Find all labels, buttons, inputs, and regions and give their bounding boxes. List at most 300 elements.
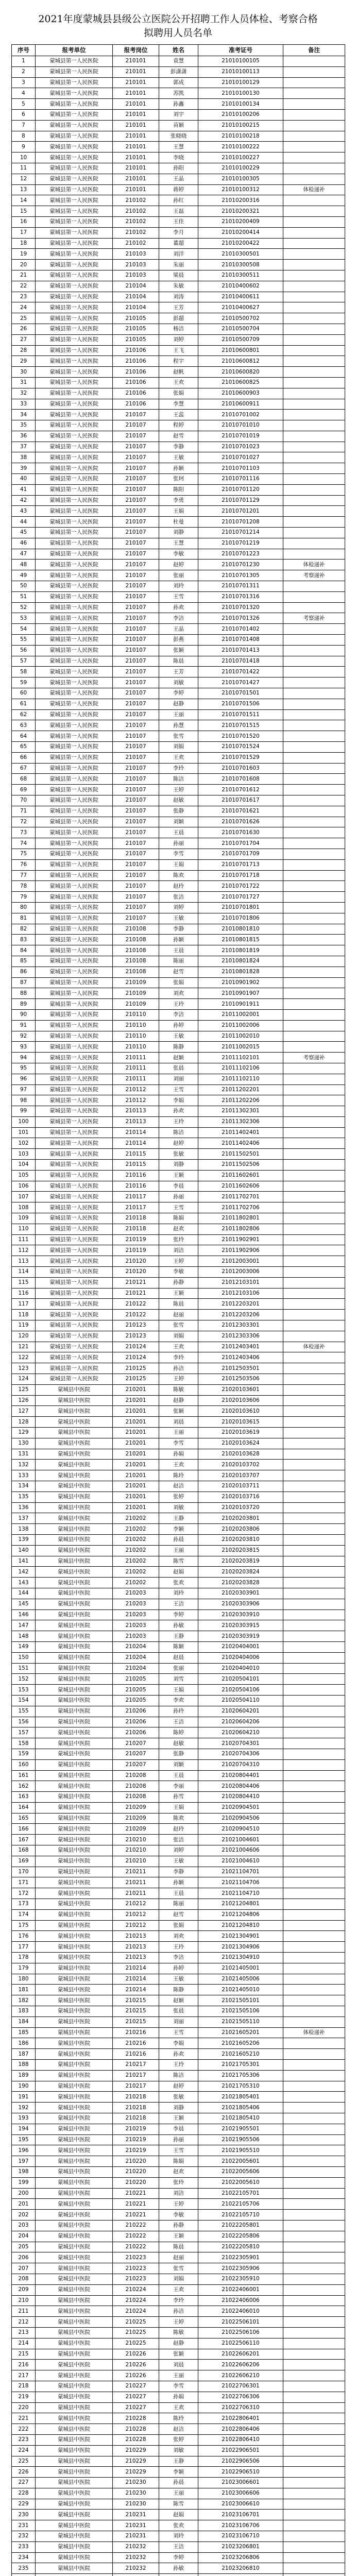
- cell-index: 12: [12, 174, 36, 184]
- cell-remark: [283, 1620, 345, 1631]
- table-row: [12, 1481, 345, 1492]
- cell-post: 210216: [113, 2027, 159, 2038]
- cell-unit: 蒙城县中医院: [36, 1877, 113, 1888]
- cell-remark: [283, 1641, 345, 1652]
- table-row: [12, 1674, 345, 1685]
- cell-remark: 考察递补: [283, 1053, 345, 1063]
- cell-remark: [283, 838, 345, 849]
- cell-unit: 蒙城县第一人民医院: [36, 302, 113, 313]
- cell-name: 孙洁: [159, 2306, 198, 2317]
- table-row: [12, 2552, 345, 2563]
- cell-index: 97: [12, 1084, 36, 1095]
- cell-remark: [283, 2381, 345, 2392]
- cell-remark: [283, 2520, 345, 2531]
- cell-ticket: 21020103610: [198, 1406, 283, 1417]
- cell-name: 王芳: [159, 667, 198, 677]
- cell-ticket: 21010500704: [198, 324, 283, 334]
- table-row: [12, 1974, 345, 1985]
- cell-remark: 考察递补: [283, 613, 345, 624]
- cell-name: 彭潇潇: [159, 66, 198, 77]
- cell-post: 210221: [113, 2199, 159, 2210]
- cell-remark: [283, 1695, 345, 1706]
- cell-post: 210203: [113, 1631, 159, 1642]
- cell-unit: 蒙城县中医院: [36, 1759, 113, 1770]
- cell-ticket: 21010801815: [198, 935, 283, 945]
- cell-name: 赵丽: [159, 2252, 198, 2263]
- cell-post: 210219: [113, 2134, 159, 2145]
- cell-post: 210208: [113, 1781, 159, 1792]
- cell-name: 李玲: [159, 2295, 198, 2306]
- cell-unit: 蒙城县中医院: [36, 1845, 113, 1856]
- cell-unit: 蒙城县中医院: [36, 2284, 113, 2295]
- cell-index: 59: [12, 677, 36, 688]
- cell-unit: 蒙城县第一人民医院: [36, 1202, 113, 1213]
- cell-post: 210210: [113, 1845, 159, 1856]
- cell-ticket: 21021505110: [198, 2016, 283, 2027]
- cell-index: 143: [12, 1578, 36, 1588]
- cell-index: 28: [12, 345, 36, 356]
- cell-post: 210214: [113, 1963, 159, 1974]
- cell-name: 刘丽: [159, 2016, 198, 2027]
- cell-unit: 蒙城县中医院: [36, 2424, 113, 2435]
- cell-post: 210227: [113, 2402, 159, 2413]
- cell-post: 210225: [113, 2317, 159, 2328]
- cell-unit: 蒙城县中医院: [36, 2006, 113, 2017]
- cell-name: 张娟: [159, 388, 198, 399]
- cell-unit: 蒙城县中医院: [36, 2327, 113, 2338]
- cell-ticket: 21020804410: [198, 1792, 283, 1803]
- cell-name: 张玲: [159, 1234, 198, 1245]
- cell-unit: 蒙城县中医院: [36, 2520, 113, 2531]
- cell-index: 78: [12, 881, 36, 892]
- cell-index: 159: [12, 1749, 36, 1759]
- cell-remark: [283, 2220, 345, 2231]
- cell-name: 刘洁: [159, 2188, 198, 2199]
- cell-post: 210118: [113, 1224, 159, 1234]
- cell-name: 王婷: [159, 2199, 198, 2210]
- cell-remark: [283, 2563, 345, 2574]
- table-row: [12, 1074, 345, 1084]
- cell-post: 210122: [113, 1310, 159, 1320]
- cell-ticket: 21023106710: [198, 2531, 283, 2542]
- cell-remark: [283, 1449, 345, 1460]
- cell-ticket: 21021805406: [198, 2103, 283, 2113]
- table-row: [12, 1449, 345, 1460]
- table-row: [12, 2124, 345, 2134]
- cell-remark: [283, 1578, 345, 1588]
- cell-unit: 蒙城县第一人民医院: [36, 570, 113, 581]
- cell-post: 210107: [113, 849, 159, 859]
- table-row: [12, 2188, 345, 2199]
- cell-index: 21: [12, 270, 36, 281]
- cell-name: 刘洁: [159, 1245, 198, 1256]
- cell-name: 刘娟: [159, 742, 198, 753]
- table-row: [12, 281, 345, 292]
- cell-remark: [283, 88, 345, 99]
- table-row: [12, 1502, 345, 1513]
- cell-post: 210111: [113, 1063, 159, 1074]
- table-row: [12, 2263, 345, 2274]
- cell-ticket: 21010701305: [198, 570, 283, 581]
- cell-index: 114: [12, 1267, 36, 1278]
- cell-post: 210113: [113, 1116, 159, 1127]
- cell-unit: 蒙城县中医院: [36, 1802, 113, 1813]
- table-row: [12, 1299, 345, 1310]
- cell-unit: 蒙城县第一人民医院: [36, 377, 113, 388]
- cell-unit: 蒙城县中医院: [36, 1524, 113, 1535]
- cell-post: 210228: [113, 2434, 159, 2445]
- cell-ticket: 21010701621: [198, 806, 283, 817]
- cell-post: 210228: [113, 2424, 159, 2435]
- cell-post: 210106: [113, 345, 159, 356]
- cell-index: 37: [12, 442, 36, 452]
- cell-post: 210102: [113, 238, 159, 249]
- table-row: [12, 2392, 345, 2402]
- cell-remark: [283, 1428, 345, 1438]
- cell-ticket: 21012503506: [198, 1374, 283, 1385]
- cell-remark: [283, 999, 345, 1010]
- cell-ticket: 21021805401: [198, 2092, 283, 2103]
- cell-remark: [283, 1224, 345, 1234]
- cell-index: 144: [12, 1588, 36, 1599]
- cell-remark: [283, 1160, 345, 1171]
- table-row: [12, 528, 345, 538]
- cell-remark: [283, 2306, 345, 2317]
- cell-unit: 蒙城县第一人民医院: [36, 806, 113, 817]
- cell-name: 李晨: [159, 1181, 198, 1192]
- cell-ticket: 21020103707: [198, 1470, 283, 1481]
- table-row: [12, 1363, 345, 1374]
- cell-ticket: 21011402406: [198, 1138, 283, 1149]
- table-row: [12, 1095, 345, 1106]
- cell-post: 210107: [113, 859, 159, 870]
- cell-ticket: 21011502501: [198, 1149, 283, 1160]
- table-row: [12, 1256, 345, 1267]
- table-row: [12, 2092, 345, 2103]
- cell-post: 210121: [113, 1288, 159, 1299]
- cell-remark: [283, 967, 345, 977]
- cell-post: 210116: [113, 1170, 159, 1181]
- cell-index: 225: [12, 2456, 36, 2467]
- table-row: [12, 313, 345, 324]
- cell-remark: [283, 1856, 345, 1867]
- cell-ticket: 21023206806: [198, 2552, 283, 2563]
- cell-name: 赵雪: [159, 431, 198, 442]
- cell-name: 赵晨: [159, 1652, 198, 1663]
- cell-index: 118: [12, 1310, 36, 1320]
- cell-remark: [283, 66, 345, 77]
- cell-post: 210206: [113, 1717, 159, 1727]
- cell-name: 刘欢: [159, 988, 198, 999]
- cell-name: 孙丽: [159, 838, 198, 849]
- table-row: [12, 66, 345, 77]
- cell-post: 210225: [113, 2327, 159, 2338]
- cell-post: 210101: [113, 152, 159, 163]
- cell-remark: [283, 1438, 345, 1449]
- cell-ticket: 21011002015: [198, 1042, 283, 1053]
- cell-post: 210120: [113, 1256, 159, 1267]
- cell-unit: 蒙城县第一人民医院: [36, 410, 113, 420]
- cell-ticket: 21010701722: [198, 881, 283, 892]
- cell-name: 刘婷: [159, 1845, 198, 1856]
- cell-index: 63: [12, 720, 36, 731]
- cell-remark: [283, 77, 345, 88]
- cell-ticket: 21010100312: [198, 184, 283, 195]
- cell-unit: 蒙城县第一人民医院: [36, 1234, 113, 1245]
- cell-index: 233: [12, 2541, 36, 2552]
- cell-post: 210104: [113, 302, 159, 313]
- cell-post: 210107: [113, 410, 159, 420]
- cell-name: 王欢: [159, 1460, 198, 1470]
- cell-post: 210208: [113, 1770, 159, 1781]
- cell-unit: 蒙城县第一人民医院: [36, 602, 113, 613]
- cell-unit: 蒙城县中医院: [36, 1909, 113, 1920]
- cell-index: 101: [12, 1127, 36, 1138]
- cell-ticket: 21012303301: [198, 1320, 283, 1331]
- table-row: [12, 2456, 345, 2467]
- table-row: [12, 474, 345, 485]
- cell-ticket: 21022205806: [198, 2231, 283, 2242]
- table-row: [12, 560, 345, 570]
- cell-remark: [283, 120, 345, 131]
- cell-post: 210123: [113, 1320, 159, 1331]
- cell-name: 张静: [159, 1749, 198, 1759]
- cell-unit: 蒙城县第一人民医院: [36, 613, 113, 624]
- cell-name: 李慧: [159, 399, 198, 410]
- cell-remark: [283, 2252, 345, 2263]
- cell-name: 孙颖: [159, 1877, 198, 1888]
- cell-index: 58: [12, 667, 36, 677]
- cell-post: 210107: [113, 560, 159, 570]
- cell-name: 刘敏: [159, 2445, 198, 2456]
- cell-unit: 蒙城县中医院: [36, 1641, 113, 1652]
- cell-ticket: 21010200321: [198, 206, 283, 217]
- cell-ticket: 21022205810: [198, 2242, 283, 2252]
- cell-ticket: 21010701626: [198, 817, 283, 827]
- cell-remark: [283, 1813, 345, 1824]
- cell-index: 42: [12, 495, 36, 506]
- cell-name: 孙阳: [159, 163, 198, 174]
- table-row: [12, 902, 345, 913]
- cell-ticket: 21020704306: [198, 1749, 283, 1759]
- cell-post: 210105: [113, 324, 159, 334]
- cell-post: 210206: [113, 1706, 159, 1717]
- cell-name: 王佳: [159, 216, 198, 227]
- header-remark: 备注: [283, 45, 345, 56]
- cell-name: 李晓: [159, 152, 198, 163]
- cell-index: 230: [12, 2510, 36, 2520]
- cell-name: 陈颖: [159, 1641, 198, 1652]
- cell-ticket: 21010100229: [198, 163, 283, 174]
- cell-unit: 蒙城县中医院: [36, 1588, 113, 1599]
- cell-remark: [283, 624, 345, 635]
- table-row: [12, 806, 345, 817]
- cell-unit: 蒙城县中医院: [36, 2306, 113, 2317]
- cell-ticket: 21021004606: [198, 1845, 283, 1856]
- cell-post: 210230: [113, 2488, 159, 2499]
- cell-name: 孙颖: [159, 935, 198, 945]
- cell-unit: 蒙城县中医院: [36, 2199, 113, 2210]
- cell-unit: 蒙城县第一人民医院: [36, 1299, 113, 1310]
- cell-remark: [283, 1824, 345, 1835]
- cell-ticket: 21012203206: [198, 1310, 283, 1320]
- cell-ticket: 21021505101: [198, 1995, 283, 2006]
- cell-post: 210213: [113, 1931, 159, 1942]
- cell-index: 158: [12, 1738, 36, 1749]
- cell-post: 210227: [113, 2392, 159, 2402]
- cell-post: 210125: [113, 1374, 159, 1385]
- cell-ticket: 21021104710: [198, 1888, 283, 1899]
- table-row: [12, 1149, 345, 1160]
- cell-remark: [283, 1995, 345, 2006]
- cell-name: 王颖: [159, 1288, 198, 1299]
- cell-remark: [283, 2370, 345, 2381]
- cell-remark: [283, 2349, 345, 2360]
- cell-post: 210230: [113, 2478, 159, 2488]
- cell-index: 48: [12, 560, 36, 570]
- cell-ticket: 21020404001: [198, 1641, 283, 1652]
- table-row: [12, 2445, 345, 2456]
- cell-unit: 蒙城县中医院: [36, 2134, 113, 2145]
- table-row: [12, 377, 345, 388]
- cell-name: 李静: [159, 442, 198, 452]
- cell-name: 刘玲: [159, 2531, 198, 2542]
- cell-post: 210201: [113, 1428, 159, 1438]
- table-row: [12, 410, 345, 420]
- cell-ticket: 21010100227: [198, 152, 283, 163]
- cell-name: 刘颖: [159, 1759, 198, 1770]
- table-row: [12, 56, 345, 67]
- cell-index: 95: [12, 1063, 36, 1074]
- cell-remark: [283, 849, 345, 859]
- cell-post: 210110: [113, 1042, 159, 1053]
- cell-name: 孙静: [159, 1277, 198, 1288]
- cell-unit: 蒙城县中医院: [36, 1578, 113, 1588]
- cell-post: 210215: [113, 2016, 159, 2027]
- table-row: [12, 1567, 345, 1578]
- cell-unit: 蒙城县第一人民医院: [36, 752, 113, 763]
- cell-name: 孙玲: [159, 1706, 198, 1717]
- cell-remark: [283, 1974, 345, 1985]
- table-row: [12, 1599, 345, 1609]
- cell-name: 赵婷: [159, 560, 198, 570]
- cell-unit: 蒙城县中医院: [36, 1813, 113, 1824]
- header-name: 姓名: [159, 45, 198, 56]
- cell-index: 191: [12, 2092, 36, 2103]
- cell-ticket: 21010200422: [198, 238, 283, 249]
- cell-ticket: 21022506101: [198, 2317, 283, 2328]
- cell-unit: 蒙城县第一人民医院: [36, 270, 113, 281]
- cell-name: 陈晨: [159, 1299, 198, 1310]
- cell-remark: [283, 260, 345, 270]
- cell-post: 210119: [113, 1234, 159, 1245]
- cell-remark: [283, 2060, 345, 2071]
- cell-name: 陈洁: [159, 2070, 198, 2081]
- table-row: [12, 195, 345, 206]
- cell-ticket: 21010400627: [198, 302, 283, 313]
- cell-remark: [283, 1738, 345, 1749]
- cell-index: 174: [12, 1909, 36, 1920]
- cell-remark: [283, 2413, 345, 2424]
- cell-ticket: 21020804406: [198, 1781, 283, 1792]
- cell-remark: [283, 1417, 345, 1428]
- table-row: [12, 1042, 345, 1053]
- cell-unit: 蒙城县第一人民医院: [36, 66, 113, 77]
- cell-unit: 蒙城县中医院: [36, 1963, 113, 1974]
- cell-post: 210124: [113, 1342, 159, 1352]
- cell-remark: [283, 988, 345, 999]
- cell-post: 210205: [113, 1674, 159, 1685]
- cell-post: 210107: [113, 902, 159, 913]
- cell-ticket: 21021304901: [198, 1931, 283, 1942]
- cell-unit: 蒙城县第一人民医院: [36, 999, 113, 1010]
- cell-post: 210101: [113, 88, 159, 99]
- table-row: [12, 1578, 345, 1588]
- table-row: [12, 1545, 345, 1556]
- cell-remark: [283, 2134, 345, 2145]
- table-row: [12, 431, 345, 442]
- cell-ticket: 21020804401: [198, 1770, 283, 1781]
- cell-ticket: 21020704310: [198, 1759, 283, 1770]
- cell-unit: 蒙城县第一人民医院: [36, 1095, 113, 1106]
- cell-name: 王丽: [159, 1428, 198, 1438]
- cell-remark: [283, 1599, 345, 1609]
- table-row: [12, 2274, 345, 2284]
- cell-post: 210107: [113, 538, 159, 549]
- cell-unit: 蒙城县第一人民医院: [36, 292, 113, 302]
- cell-unit: 蒙城县中医院: [36, 1502, 113, 1513]
- cell-ticket: 21011102101: [198, 1053, 283, 1063]
- cell-name: 陈阳: [159, 484, 198, 495]
- cell-ticket: 21010100134: [198, 99, 283, 110]
- cell-name: 郭成: [159, 77, 198, 88]
- cell-name: 刘静: [159, 1160, 198, 1171]
- cell-remark: [283, 131, 345, 142]
- cell-index: 57: [12, 656, 36, 667]
- table-row: [12, 1920, 345, 1931]
- cell-index: 38: [12, 452, 36, 463]
- cell-remark: [283, 2445, 345, 2456]
- cell-post: 210107: [113, 913, 159, 924]
- cell-remark: [283, 410, 345, 420]
- cell-ticket: 21010100218: [198, 131, 283, 142]
- table-row: [12, 945, 345, 956]
- cell-post: 210107: [113, 581, 159, 592]
- cell-name: 王慧: [159, 538, 198, 549]
- cell-ticket: 21011602606: [198, 1181, 283, 1192]
- cell-ticket: 21021505106: [198, 2006, 283, 2017]
- table-row: [12, 1802, 345, 1813]
- cell-name: 张晨: [159, 1063, 198, 1074]
- cell-unit: 蒙城县第一人民医院: [36, 452, 113, 463]
- table-row: [12, 1127, 345, 1138]
- cell-unit: 蒙城县第一人民医院: [36, 142, 113, 152]
- cell-ticket: 21010701316: [198, 591, 283, 602]
- cell-name: 刘宇: [159, 109, 198, 120]
- cell-remark: [283, 431, 345, 442]
- cell-post: 210101: [113, 163, 159, 174]
- cell-name: 赵静: [159, 1395, 198, 1406]
- table-row: [12, 1963, 345, 1974]
- cell-remark: [283, 1985, 345, 1995]
- cell-index: 152: [12, 1674, 36, 1685]
- cell-ticket: 21021805410: [198, 2113, 283, 2124]
- cell-remark: [283, 1588, 345, 1599]
- table-row: [12, 452, 345, 463]
- cell-name: 王蕊: [159, 410, 198, 420]
- cell-unit: 蒙城县第一人民医院: [36, 1031, 113, 1042]
- cell-name: 李婷: [159, 2552, 198, 2563]
